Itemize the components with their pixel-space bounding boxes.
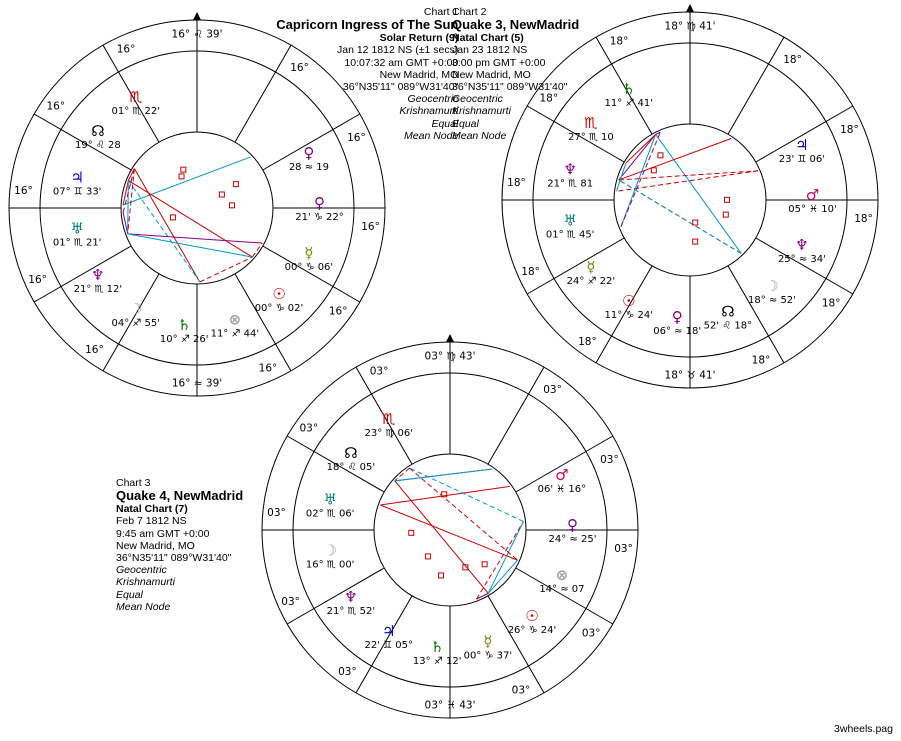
chart3-planet-glyph-icon: ☉	[525, 607, 539, 626]
chart3-cusp-label: 03° ♍ 43'	[424, 350, 476, 363]
chart1-cusp-label: 16°	[28, 273, 47, 286]
chart2-house-cusp-line	[728, 37, 784, 134]
chart3-planet-position: 06' ♓︎ 16°	[537, 484, 587, 496]
chart2-planet-glyph-icon: ☉	[622, 292, 636, 311]
chart1-planet-position: 11° ♐︎ 44'	[210, 328, 260, 340]
chart1-house-cusp-line	[235, 45, 291, 142]
chart1-aspect-line	[128, 180, 199, 282]
chart-2-line-4: 36°N35'11" 089°W31'40"	[452, 81, 568, 94]
chart-3-italic-1: Geocentric	[116, 564, 167, 577]
chart3-aspect-line	[488, 560, 517, 593]
chart-2-label: Chart 2	[452, 6, 487, 18]
chart2-cusp-label: 18°	[507, 176, 526, 189]
chart3-mc-arrow-icon	[446, 334, 454, 342]
chart3-aspect-square-icon	[425, 554, 430, 559]
chart-3-line-1: Feb 7 1812 NS	[116, 515, 187, 528]
chart2-planet-position: 27° ♏︎ 10	[568, 131, 614, 143]
chart1-cusp-label: 16°	[258, 362, 278, 375]
chart3-inner-ring	[374, 454, 526, 606]
chart3-cusp-label: 03°	[614, 543, 633, 556]
chart1-cusp-label: 16°	[116, 43, 136, 56]
chart2-aspect-square-icon	[725, 197, 730, 202]
chart3-aspect-line	[380, 505, 517, 560]
chart3-planet-glyph-icon: ⊗	[555, 565, 569, 584]
chart2-planet-position: 18° ≈ 52'	[747, 295, 796, 307]
chart3-aspect-line	[395, 481, 489, 594]
chart2-cusp-label: 18°	[578, 336, 597, 349]
chart-2-italic-3: Equal	[452, 117, 479, 130]
chart3-aspect-square-icon	[409, 530, 414, 535]
chart2-planet-position: 06° ≈ 18'	[653, 325, 702, 337]
chart2-planet-position: 01° ♏︎ 45'	[545, 229, 595, 241]
chart2-planet-glyph-icon: ♃	[795, 136, 809, 155]
chart2-planet-glyph-icon: ♀	[671, 307, 683, 326]
chart-1-line-2: 10:07:32 am GMT +0:00	[344, 56, 459, 69]
chart1-aspect-square-icon	[170, 215, 175, 220]
chart1-cusp-label: 16°	[46, 100, 66, 113]
chart2-planet-position: 05° ♓︎ 10'	[788, 204, 837, 215]
chart2-cusp-label: 18°	[783, 53, 802, 66]
chart1-planet-glyph-icon: ♏︎	[129, 87, 143, 106]
chart-2-italic-2: Krishnamurti	[452, 105, 511, 118]
chart1-planet-position: 21° ♏︎ 12'	[73, 284, 123, 296]
chart3-planet-glyph-icon: ♂	[555, 466, 569, 485]
chart1-planet-position: 01° ♏︎ 22'	[111, 105, 161, 117]
chart2-planet-glyph-icon: ♆	[563, 160, 577, 179]
chart2-planet-glyph-icon: ♅	[563, 211, 577, 230]
chart3-cusp-label: 03°	[369, 365, 389, 378]
chart2-planet-position: 11° ♐︎ 41'	[604, 97, 654, 109]
chart1-cusp-label: 16° ♌ 39'	[171, 28, 223, 41]
chart1-planet-glyph-icon: ♃	[70, 168, 84, 187]
chart2-planet-glyph-icon: ♄	[622, 79, 636, 98]
chart-1-wheel	[9, 12, 385, 396]
chart-2-subtitle: Natal Chart (5)	[452, 32, 524, 45]
chart3-planet-glyph-icon: ☿	[483, 632, 493, 651]
chart2-cusp-label: 18°	[854, 213, 873, 226]
chart-2-title: Quake 3, NewMadrid	[452, 17, 580, 33]
chart-1-line-3: New Madrid, MO	[379, 68, 459, 81]
chart1-mc-arrow-icon	[193, 12, 201, 20]
chart3-cusp-label: 03°	[543, 383, 562, 396]
chart1-planet-position: 00° ♑︎ 02'	[254, 303, 304, 315]
chart3-planet-glyph-icon: ♀	[567, 516, 578, 534]
chart3-planet-position: 00° ♑︎ 37'	[463, 650, 513, 662]
chart3-planet-glyph-icon: ☊	[344, 443, 358, 462]
chart1-aspect-square-icon	[233, 182, 238, 187]
chart-1-title: Capricorn Ingress of The Sun	[276, 17, 459, 33]
chart1-cusp-label: 16°	[328, 305, 348, 318]
chart3-planet-position: 24° ≈ 25'	[548, 534, 597, 545]
chart-2-italic-1: Geocentric	[452, 93, 503, 106]
chart2-aspect-line	[626, 134, 656, 163]
chart-1-italic-4: Mean Node	[404, 129, 459, 142]
chart-3-line-4: 36°N35'11" 089°W31'40"	[116, 552, 232, 565]
chart-3-label: Chart 3	[116, 477, 151, 489]
chart3-cusp-label: 03°	[600, 454, 619, 467]
chart1-cusp-label: 16°	[347, 132, 366, 145]
chart3-cusp-label: 03°	[511, 684, 531, 697]
chart-3-subtitle: Natal Chart (7)	[116, 503, 188, 516]
chart2-aspect-line	[621, 134, 656, 226]
chart-1-italic-2: Krishnamurti	[399, 105, 459, 118]
chart2-cusp-label: 18°	[609, 35, 629, 48]
chart1-planet-position: 19° ♌︎ 28	[75, 139, 121, 151]
chart1-planet-glyph-icon: ☉	[272, 285, 286, 304]
chart2-planet-glyph-icon: ♏︎	[584, 113, 598, 132]
chart1-aspect-line	[128, 234, 263, 243]
chart3-planet-position: 22' ♊︎ 05°	[364, 640, 414, 652]
chart1-planet-position: 28 ≈ 19	[288, 162, 330, 174]
chart2-aspect-square-icon	[651, 168, 656, 173]
chart3-house-cusp-line	[488, 367, 544, 464]
page-filename: 3wheels.pag	[834, 723, 893, 735]
chart1-planet-glyph-icon: ⊗	[228, 310, 242, 329]
chart-1-italic-1: Geocentric	[407, 93, 459, 106]
chart2-planet-position: 21° ♏︎ 81	[547, 178, 594, 190]
chart1-planet-glyph-icon: ♅	[70, 219, 84, 238]
chart3-planet-position: 26° ♑︎ 24'	[507, 625, 557, 637]
chart3-cusp-label: 03°	[267, 506, 286, 519]
chart1-planet-position: 07° ♊︎ 33'	[52, 186, 102, 198]
chart2-planet-glyph-icon: ☽	[765, 277, 779, 296]
chart3-planet-glyph-icon: ♄	[430, 637, 444, 656]
chart3-planet-position: 21° ♏︎ 52'	[326, 606, 376, 618]
chart1-aspect-square-icon	[219, 192, 224, 197]
chart3-aspect-line	[409, 468, 517, 560]
chart1-planet-glyph-icon: ♄	[177, 315, 191, 334]
chart1-planet-position: 00° ♑︎ 06'	[284, 261, 334, 273]
chart3-planet-glyph-icon: ♅	[323, 490, 337, 509]
chart2-aspect-square-icon	[658, 153, 663, 158]
chart1-planet-glyph-icon: ☽	[129, 300, 143, 319]
chart2-planet-glyph-icon: ☿	[586, 258, 596, 277]
chart-2-line-3: New Madrid, MO	[452, 68, 531, 81]
chart-2-line-2: 3:00 pm GMT +0:00	[452, 56, 546, 69]
chart2-planet-position: 23' ♊︎ 06'	[778, 154, 826, 166]
chart1-cusp-label: 16°	[361, 221, 380, 234]
chart3-cusp-label: 03°	[581, 627, 601, 640]
chart-3-line-3: New Madrid, MO	[116, 539, 195, 552]
chart1-planet-glyph-icon: ♀	[314, 194, 325, 212]
chart2-cusp-label: 18°	[751, 354, 771, 367]
chart3-aspect-line	[488, 522, 523, 594]
chart3-planet-position: 23° ♍︎ 06'	[364, 427, 414, 439]
chart2-cusp-label: 18° ♉ 41'	[664, 369, 716, 382]
chart1-inner-ring	[121, 132, 273, 284]
chart3-planet-position: 18° ♌︎ 05'	[326, 461, 376, 473]
chart1-aspect-square-icon	[181, 167, 186, 172]
chart1-aspect-square-icon	[230, 203, 235, 208]
chart-2-line-1: Jan 23 1812 NS	[452, 44, 528, 57]
chart1-aspect-line	[123, 212, 128, 233]
chart3-planet-glyph-icon: ♆	[344, 588, 358, 607]
chart-3-info	[116, 477, 243, 613]
chart3-aspect-line	[395, 469, 492, 481]
chart-1-label: Chart 1	[423, 6, 459, 18]
chart-1-italic-3: Equal	[431, 117, 459, 130]
chart2-planet-position: 24° ♐︎ 22'	[566, 276, 616, 288]
chart1-aspect-square-icon	[179, 174, 184, 179]
chart3-planet-glyph-icon: ♏︎	[382, 409, 396, 428]
chart1-aspect-line	[134, 169, 199, 282]
chart1-cusp-label: 16°	[14, 184, 33, 197]
chart2-cusp-label: 18° ♍ 41'	[664, 20, 716, 33]
chart2-aspect-square-icon	[693, 239, 698, 244]
chart2-aspect-square-icon	[723, 212, 728, 217]
chart3-aspect-line	[380, 486, 509, 505]
chart1-cusp-label: 16°	[85, 344, 104, 357]
chart-3-italic-4: Mean Node	[116, 600, 171, 613]
chart-3-title: Quake 4, NewMadrid	[116, 488, 244, 504]
chart3-planet-position: 02° ♏︎ 06'	[305, 508, 355, 520]
chart3-planet-glyph-icon: ♃	[382, 622, 396, 641]
chart1-planet-glyph-icon: ♆	[91, 266, 105, 285]
chart2-aspect-line	[656, 134, 742, 253]
chart2-planet-position: 11° ♑︎ 24'	[604, 310, 654, 322]
chart1-planet-glyph-icon: ☿	[304, 243, 314, 262]
chart1-planet-position: 10° ♐︎ 26'	[159, 333, 209, 345]
chart-1-line-4: 36°N35'11" 089°W31'40"	[342, 81, 459, 94]
chart1-planet-position: 21' ♑︎ 22°	[295, 212, 344, 223]
chart3-cusp-label: 03° ♓ 43'	[424, 699, 476, 712]
chart3-aspect-square-icon	[482, 562, 487, 567]
chart-3-wheel	[262, 334, 638, 718]
chart-2-info	[452, 6, 579, 142]
chart2-inner-ring	[614, 124, 766, 276]
chart-2-italic-4: Mean Node	[452, 129, 507, 142]
chart-1-subtitle: Solar Return (9)	[379, 32, 459, 45]
chart2-cusp-label: 18°	[840, 124, 859, 137]
chart3-planet-position: 16° ♏︎ 00'	[305, 559, 355, 571]
chart3-planet-position: 13° ♐︎ 12'	[412, 655, 462, 667]
chart2-planet-glyph-icon: ♆	[795, 235, 809, 254]
chart1-planet-glyph-icon: ☊	[91, 121, 105, 140]
chart3-planet-glyph-icon: ☽	[323, 541, 337, 560]
chart-1-line-1: Jan 12 1812 NS (±1 secs)	[337, 44, 459, 57]
chart2-aspect-square-icon	[693, 220, 698, 225]
chart-3-line-2: 9:45 am GMT +0:00	[116, 527, 210, 540]
chart3-cusp-label: 03°	[281, 595, 300, 608]
chart1-cusp-label: 16°	[290, 61, 309, 74]
chart3-cusp-label: 03°	[338, 666, 357, 679]
chart2-planet-position: 52' ♌︎ 18°	[703, 320, 753, 332]
chart2-cusp-label: 18°	[539, 92, 559, 105]
chart3-planet-position: 14° ≈ 07	[539, 583, 585, 595]
chart1-cusp-label: 16° ≈ 39'	[171, 377, 223, 390]
chart3-cusp-label: 03°	[299, 422, 319, 435]
chart1-planet-position: 04° ♐︎ 55'	[111, 318, 161, 330]
chart2-cusp-label: 18°	[821, 297, 841, 310]
chart3-aspect-line	[409, 468, 523, 521]
chart3-aspect-square-icon	[439, 573, 444, 578]
chart-3-italic-2: Krishnamurti	[116, 576, 175, 589]
chart2-planet-glyph-icon: ☊	[721, 302, 735, 321]
chart1-planet-glyph-icon: ♀	[303, 144, 315, 163]
chart2-planet-position: 25° ≈ 34'	[777, 253, 826, 265]
chart1-planet-position: 01° ♏︎ 21'	[52, 237, 102, 249]
chart1-aspect-line	[123, 157, 251, 205]
chart2-planet-glyph-icon: ♂	[805, 186, 820, 204]
chart2-cusp-label: 18°	[521, 265, 540, 278]
chart-3-italic-3: Equal	[116, 588, 143, 601]
chart2-mc-arrow-icon	[686, 4, 694, 12]
